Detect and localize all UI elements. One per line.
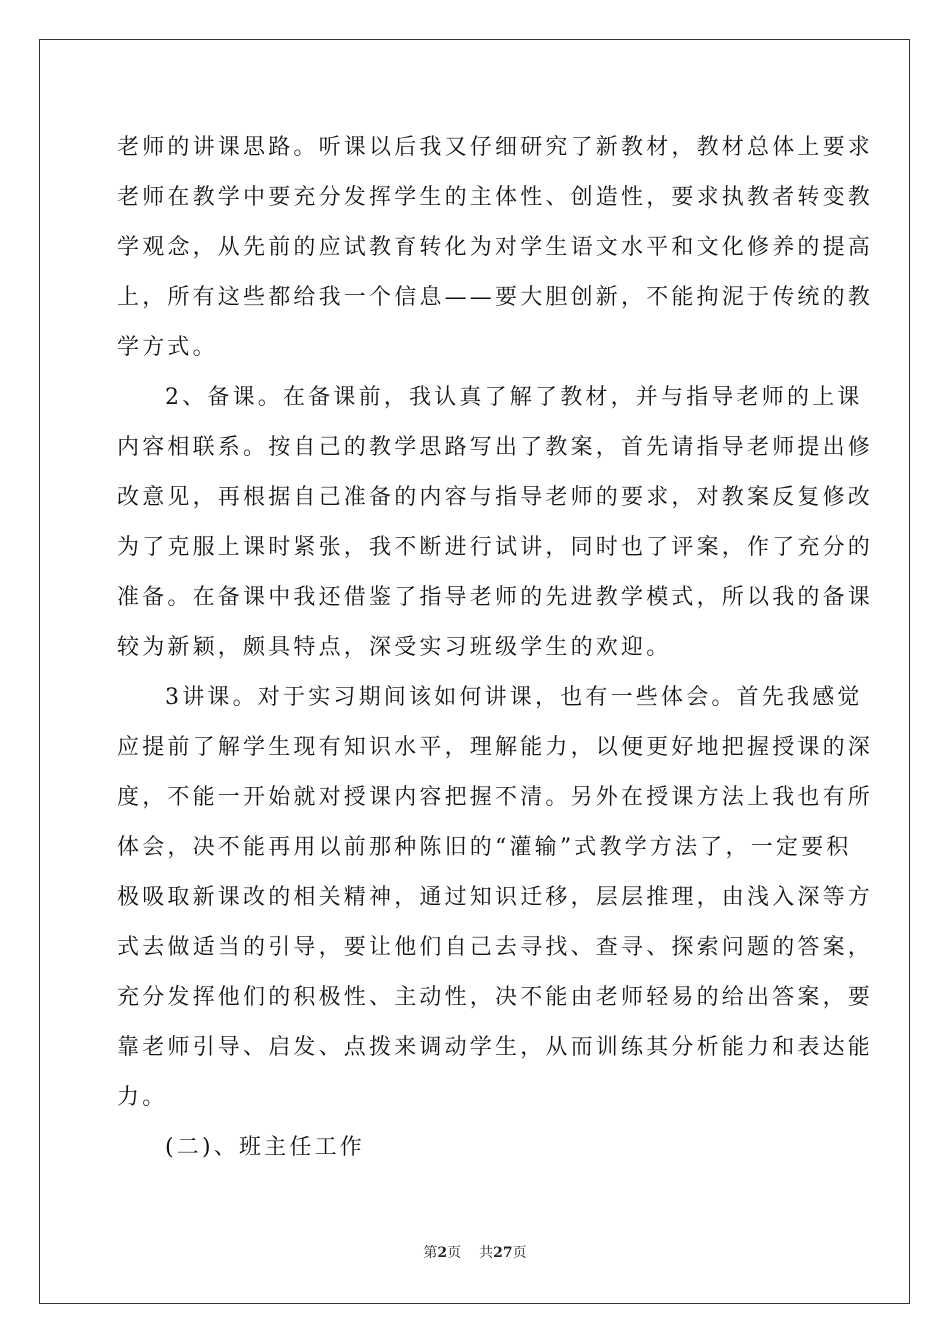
text-line: 极吸取新课改的相关精神，通过知识迁移，层层推理，由浅入深等方 bbox=[117, 885, 874, 910]
document-body bbox=[117, 123, 874, 1173]
text-line: 准备。在备课中我还借鉴了指导老师的先进教学模式，所以我的备课 bbox=[117, 585, 874, 610]
text-line: 应提前了解学生现有知识水平，理解能力，以便更好地把握授课的深 bbox=[117, 735, 874, 760]
text-line: 老师的讲课思路。听课以后我又仔细研究了新教材，教材总体上要求 bbox=[117, 135, 874, 160]
text-line: 充分发挥他们的积极性、主动性，决不能由老师轻易的给出答案，要 bbox=[117, 985, 874, 1010]
total-pages: 27 bbox=[493, 1245, 513, 1261]
text-line: 内容相联系。按自己的教学思路写出了教案，首先请指导老师提出修 bbox=[117, 435, 874, 460]
paragraph-start-line: 3讲课。对于实习期间该如何讲课，也有一些体会。首先我感觉 bbox=[165, 685, 863, 710]
text-line: 较为新颖，颇具特点，深受实习班级学生的欢迎。 bbox=[117, 635, 672, 660]
text-line: 体会，决不能再用以前那种陈旧的“灌输”式教学方法了，一定要积 bbox=[117, 835, 852, 860]
text-line: 上，所有这些都给我一个信息——要大胆创新，不能拘泥于传统的教 bbox=[117, 285, 874, 310]
paragraph-start-line: 2、备课。在备课前，我认真了解了教材，并与指导老师的上课 bbox=[165, 385, 863, 410]
text-line: 改意见，再根据自己准备的内容与指导老师的要求，对教案反复修改 bbox=[117, 485, 874, 510]
page-suffix: 页 bbox=[447, 1245, 462, 1261]
text-line: 学方式。 bbox=[117, 335, 218, 360]
text-line: 力。 bbox=[117, 1085, 168, 1110]
text-line: 学观念，从先前的应试教育转化为对学生语文水平和文化修养的提高 bbox=[117, 235, 874, 260]
text-line: 老师在教学中要充分发挥学生的主体性、创造性，要求执教者转变教 bbox=[117, 185, 874, 210]
text-line: 式去做适当的引导，要让他们自己去寻找、查寻、探索问题的答案， bbox=[117, 935, 874, 960]
text-line: 为了克服上课时紧张，我不断进行试讲，同时也了评案，作了充分的 bbox=[117, 535, 874, 560]
page-prefix: 第 bbox=[423, 1245, 438, 1261]
text-line: 度，不能一开始就对授课内容把握不清。另外在授课方法上我也有所 bbox=[117, 785, 874, 810]
text-line: 靠老师引导、启发、点拨来调动学生，从而训练其分析能力和表达能 bbox=[117, 1035, 874, 1060]
page-footer bbox=[0, 1242, 950, 1262]
page-number: 2 bbox=[437, 1245, 448, 1261]
total-suffix: 页 bbox=[512, 1245, 527, 1261]
section-heading: (二)、班主任工作 bbox=[165, 1135, 365, 1160]
total-prefix: 共 bbox=[479, 1245, 494, 1261]
